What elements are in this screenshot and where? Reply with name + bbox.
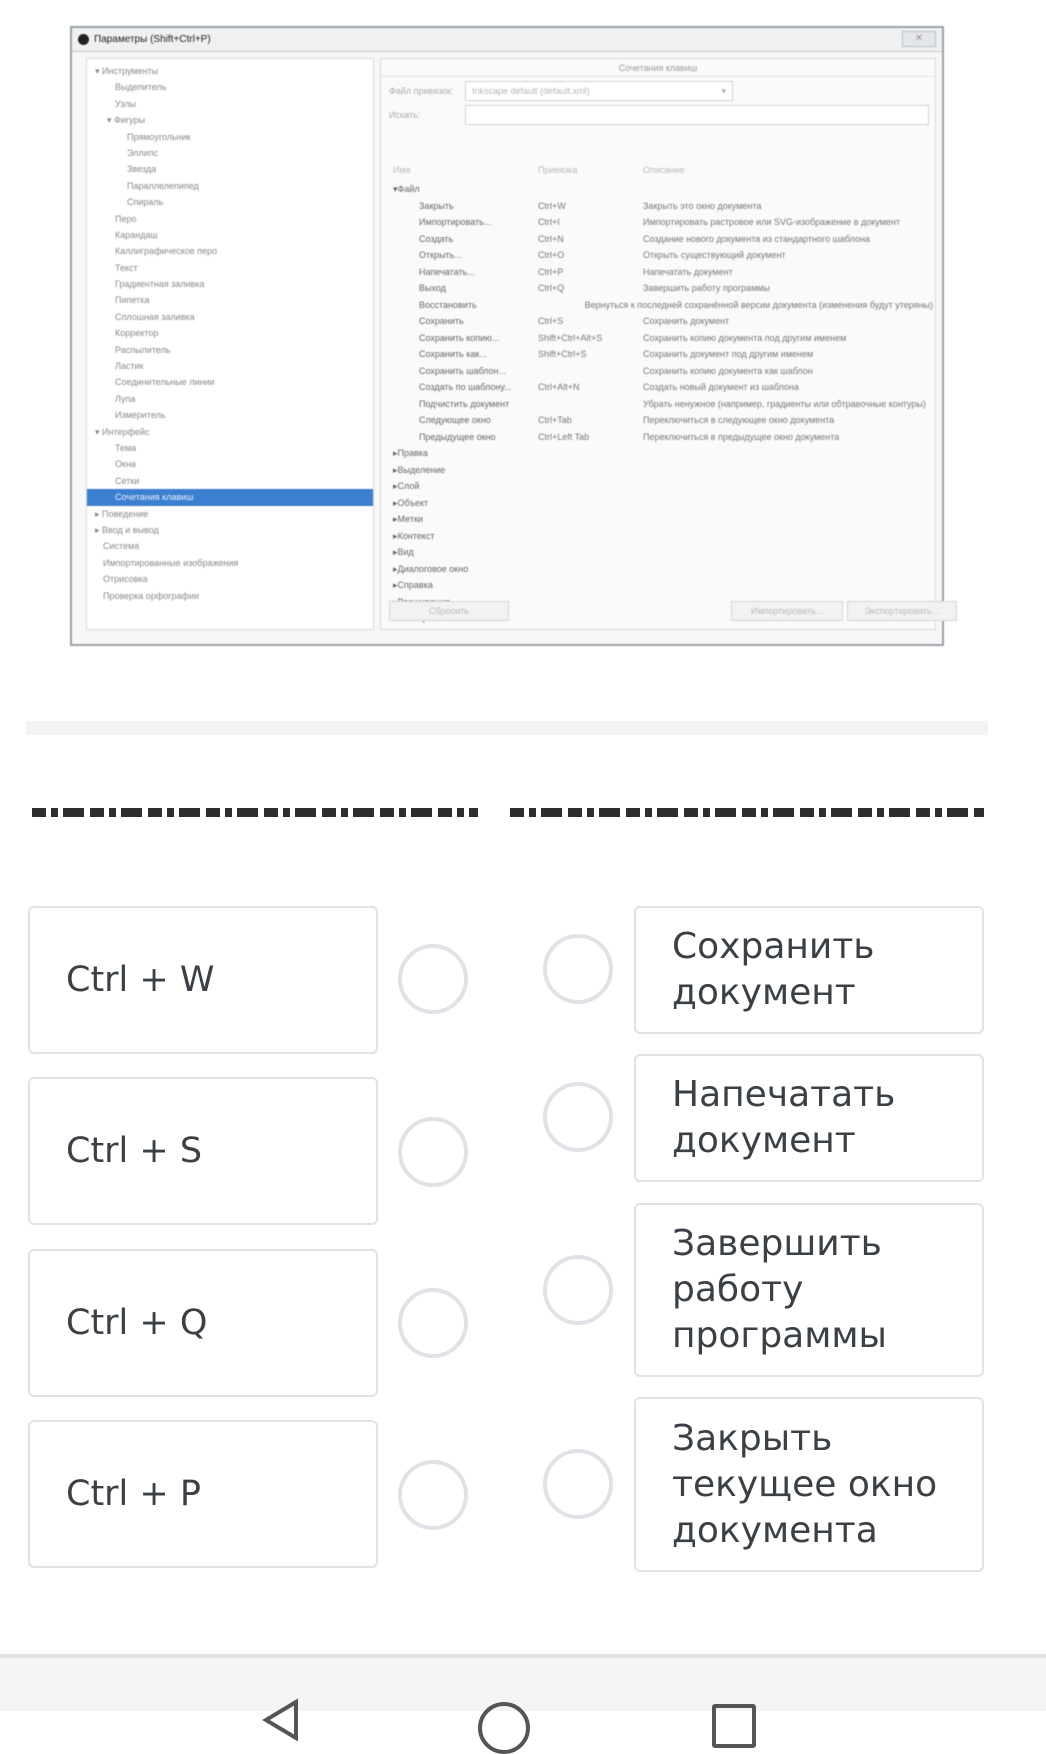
- shortcut-description: Создать новый документ из шаблона: [643, 382, 799, 392]
- group-row[interactable]: [393, 511, 933, 528]
- shortcut-key: Ctrl+I: [538, 217, 560, 227]
- tree-item-label: Текст: [115, 262, 138, 273]
- tree-item-label: Проверка орфографии: [103, 590, 199, 601]
- group-label: Вид: [397, 547, 414, 557]
- tree-item[interactable]: [87, 440, 373, 456]
- shortcut-key: Ctrl+S: [538, 316, 564, 326]
- shortcut-description: Сохранить документ под другим именем: [643, 349, 814, 359]
- tree-item-label: Эллипс: [127, 147, 159, 158]
- shortcut-name: Создать: [419, 233, 454, 244]
- tree-item-label: Распылитель: [115, 344, 171, 355]
- group-label: Выделение: [397, 464, 446, 475]
- shortcut-label: Ctrl + W: [66, 960, 215, 1000]
- table-row[interactable]: [393, 396, 933, 413]
- group-row[interactable]: [393, 478, 933, 495]
- chevron-right-icon[interactable]: ▸: [95, 524, 103, 535]
- shortcut-description: Сохранить документ: [643, 316, 730, 326]
- chevron-down-icon[interactable]: ▾: [107, 115, 115, 126]
- action-label: Завершить работу программы: [672, 1223, 887, 1356]
- table-row[interactable]: [393, 280, 933, 297]
- table-row[interactable]: [393, 363, 933, 380]
- tree-item-label: Ластик: [115, 361, 144, 372]
- shortcut-key: [538, 363, 643, 380]
- shortcut-description: Создание нового документа из стандартного шаблона: [643, 233, 870, 244]
- group-label: Диалоговое окно: [397, 563, 469, 574]
- right-match-radio[interactable]: [543, 1255, 613, 1325]
- action-card-close-window[interactable]: [634, 1397, 984, 1572]
- tree-item-label: Интерфейс: [102, 426, 150, 437]
- chevron-right-icon[interactable]: ▸: [393, 514, 398, 524]
- shortcut-file-select[interactable]: [465, 81, 733, 101]
- tree-item[interactable]: [87, 276, 373, 292]
- system-navigation-bar: [0, 1654, 1046, 1711]
- tree-item[interactable]: [87, 96, 373, 112]
- shortcut-label: Ctrl + P: [66, 1474, 201, 1514]
- shortcut-key: Ctrl+W: [538, 200, 566, 211]
- right-match-radio[interactable]: [543, 934, 613, 1004]
- recent-apps-icon[interactable]: [712, 1704, 756, 1748]
- shortcut-name: Восстановить: [419, 299, 477, 310]
- tree-item[interactable]: [87, 309, 373, 325]
- table-row[interactable]: [393, 247, 933, 264]
- chevron-right-icon[interactable]: ▸: [393, 464, 398, 475]
- tree-item[interactable]: [87, 325, 373, 341]
- shortcut-description: Переключиться в следующее окно документа: [643, 415, 835, 425]
- tree-item[interactable]: [87, 129, 373, 145]
- tree-item[interactable]: [87, 374, 373, 390]
- table-row[interactable]: [393, 297, 933, 314]
- shortcut-description: Сохранить копию документа как шаблон: [643, 365, 813, 376]
- shortcut-description: Напечатать документ: [643, 266, 733, 277]
- shortcut-card-ctrl-q[interactable]: [28, 1249, 378, 1397]
- chevron-right-icon[interactable]: ▸: [393, 580, 398, 590]
- tree-item-label: Карандаш: [115, 229, 158, 240]
- tree-item[interactable]: [87, 424, 373, 440]
- shortcut-key: [507, 297, 585, 314]
- table-row[interactable]: [393, 330, 933, 347]
- tree-item-label: Звезда: [127, 164, 157, 175]
- tree-item[interactable]: [87, 506, 373, 522]
- import-button[interactable]: Импортировать...: [731, 601, 843, 621]
- group-row[interactable]: [393, 528, 933, 545]
- tree-item[interactable]: [87, 473, 373, 489]
- shortcut-description: Закрыть это окно документа: [643, 200, 762, 211]
- group-label: Файл: [397, 184, 420, 194]
- tree-item-label: Узлы: [115, 98, 136, 109]
- shortcut-name: Сохранить как...: [419, 349, 487, 359]
- shortcut-name: Создать по шаблону...: [419, 382, 512, 392]
- table-row[interactable]: [393, 264, 933, 281]
- group-row[interactable]: [393, 495, 933, 512]
- shortcut-description: Переключиться в предыдущее окно документа: [643, 431, 840, 442]
- shortcut-name: Закрыть: [419, 200, 454, 211]
- tree-item[interactable]: [87, 489, 373, 505]
- column-header: Привязка: [538, 165, 578, 175]
- shortcut-name: Выход: [419, 283, 446, 293]
- tree-item[interactable]: [87, 243, 373, 259]
- tree-item-label: Сетки: [115, 475, 140, 486]
- shortcut-key: Ctrl+Alt+N: [538, 382, 580, 392]
- dialog-title: Параметры (Shift+Ctrl+P): [94, 34, 211, 45]
- tree-item-label: Фигуры: [114, 115, 146, 126]
- tree-item-label: Каллиграфическое перо: [115, 246, 218, 257]
- tree-item-label: Тема: [115, 442, 137, 453]
- tree-item[interactable]: [87, 538, 373, 554]
- group-row[interactable]: [393, 544, 933, 561]
- action-card-quit[interactable]: [634, 1203, 984, 1377]
- group-label: Метки: [397, 514, 423, 524]
- group-row[interactable]: [393, 462, 933, 479]
- close-icon[interactable]: ✕: [902, 31, 936, 47]
- divider: [26, 721, 988, 735]
- tree-item[interactable]: [87, 260, 373, 276]
- shortcut-name: Подчистить документ: [419, 398, 510, 409]
- shortcut-card-ctrl-p[interactable]: [28, 1420, 378, 1568]
- chevron-right-icon[interactable]: ▸: [95, 508, 103, 519]
- column-header: Описание: [643, 165, 685, 175]
- shortcut-key: Shift+Ctrl+Alt+S: [538, 332, 603, 343]
- tree-item-label: Пипетка: [115, 295, 150, 306]
- tree-item-label: Измеритель: [115, 410, 166, 421]
- table-row[interactable]: [393, 346, 933, 363]
- tree-item[interactable]: [87, 391, 373, 407]
- shortcut-card-ctrl-s[interactable]: [28, 1077, 378, 1225]
- left-match-radio[interactable]: [398, 1117, 468, 1187]
- tree-item[interactable]: [87, 194, 373, 210]
- shortcut-description: Убрать ненужное (например, градиенты или обтравочные контуры): [643, 398, 926, 409]
- group-row[interactable]: [393, 181, 933, 198]
- table-row[interactable]: [393, 231, 933, 248]
- tree-item[interactable]: [87, 292, 373, 308]
- chevron-right-icon[interactable]: ▸: [393, 448, 398, 458]
- tree-item-label: Выделитель: [115, 82, 167, 93]
- chevron-down-icon[interactable]: ▾: [95, 66, 103, 76]
- left-match-radio[interactable]: [398, 944, 468, 1014]
- action-label: Сохранить документ: [672, 926, 875, 1013]
- tree-item[interactable]: [87, 571, 373, 587]
- tree-item-label: Отрисовка: [103, 574, 148, 585]
- tree-item[interactable]: [87, 79, 373, 95]
- tree-item[interactable]: [87, 588, 373, 604]
- right-match-radio[interactable]: [543, 1449, 613, 1519]
- home-icon[interactable]: [478, 1702, 530, 1754]
- tree-item-label: Перо: [115, 213, 137, 224]
- tree-item[interactable]: [87, 522, 373, 538]
- tree-item-label: Спираль: [127, 197, 164, 208]
- chevron-down-icon[interactable]: ▾: [393, 184, 398, 194]
- tree-item-label: Инструменты: [102, 66, 159, 76]
- chevron-right-icon[interactable]: ▸: [393, 481, 398, 491]
- shortcut-description: Сохранить копию документа под другим именем: [643, 332, 847, 343]
- table-row[interactable]: [393, 313, 933, 330]
- shortcut-name: Следующее окно: [419, 415, 491, 425]
- tree-item[interactable]: [87, 555, 373, 571]
- search-label: Искать:: [389, 110, 421, 120]
- chevron-right-icon[interactable]: ▸: [393, 530, 398, 541]
- shortcut-key: Ctrl+P: [538, 266, 564, 277]
- shortcut-file-value: Inkscape default (default.xml): [472, 86, 590, 96]
- tree-item[interactable]: [87, 211, 373, 227]
- table-row[interactable]: [393, 198, 933, 215]
- tree-item[interactable]: [87, 178, 373, 194]
- tree-item[interactable]: [87, 456, 373, 472]
- shortcut-key: Ctrl+Q: [538, 283, 565, 293]
- shortcut-description: Импортировать растровое или SVG-изображение в документ: [643, 217, 900, 227]
- tree-item-label: Ввод и вывод: [102, 524, 159, 535]
- tree-item[interactable]: [87, 112, 373, 128]
- reset-button[interactable]: Сбросить: [389, 601, 509, 621]
- group-label: Правка: [397, 448, 428, 458]
- group-label: Слой: [397, 481, 420, 491]
- table-row[interactable]: [393, 379, 933, 396]
- tree-item-label: Прямоугольник: [127, 131, 191, 142]
- tree-item-label: Система: [103, 541, 140, 552]
- action-label: Напечатать документ: [672, 1074, 896, 1161]
- chevron-right-icon[interactable]: ▸: [393, 563, 398, 574]
- hidden-text-line: [510, 808, 984, 817]
- pane-title: Сочетания клавиш: [381, 59, 935, 77]
- left-match-radio[interactable]: [398, 1460, 468, 1530]
- tree-item[interactable]: [87, 161, 373, 177]
- group-label: Справка: [397, 580, 433, 590]
- shortcut-label: Ctrl + S: [66, 1131, 203, 1171]
- group-row[interactable]: [393, 577, 933, 594]
- table-row[interactable]: [393, 214, 933, 231]
- action-card-save[interactable]: [634, 906, 984, 1034]
- tree-item-label: Лупа: [115, 393, 136, 404]
- shortcut-key: Ctrl+Tab: [538, 415, 572, 425]
- shortcut-name: Предыдущее окно: [419, 431, 496, 442]
- action-label: Закрыть текущее окно документа: [672, 1417, 938, 1551]
- right-match-radio[interactable]: [543, 1082, 613, 1152]
- inkscape-app-icon: [78, 34, 89, 45]
- chevron-down-icon[interactable]: ▾: [95, 426, 103, 437]
- action-card-print[interactable]: [634, 1054, 984, 1182]
- shortcut-description: Открыть существующий документ: [643, 250, 786, 260]
- shortcuts-pane: [380, 58, 940, 630]
- shortcut-key: Shift+Ctrl+S: [538, 349, 587, 359]
- tree-item[interactable]: [87, 407, 373, 423]
- tree-item[interactable]: [87, 227, 373, 243]
- shortcut-name: Открыть...: [419, 250, 462, 260]
- hidden-text-line: [32, 808, 478, 817]
- chevron-right-icon[interactable]: ▸: [393, 547, 398, 557]
- shortcut-name: Импортировать...: [419, 217, 492, 227]
- shortcut-card-ctrl-w[interactable]: [28, 906, 378, 1054]
- chevron-down-icon: ▾: [721, 86, 726, 96]
- preferences-tree: [86, 58, 374, 630]
- shortcut-description: Завершить работу программы: [643, 283, 770, 293]
- tree-item[interactable]: [87, 63, 373, 79]
- tree-item-label: Параллелепипед: [127, 180, 199, 191]
- tree-item-label: Корректор: [115, 328, 159, 339]
- shortcut-label: Ctrl + Q: [66, 1303, 208, 1343]
- tree-item[interactable]: [87, 358, 373, 374]
- tree-item[interactable]: [87, 342, 373, 358]
- search-input[interactable]: [465, 105, 929, 125]
- column-header: Имя: [393, 165, 411, 175]
- tree-item-label: Импортированные изображения: [103, 557, 239, 568]
- shortcut-name: Напечатать...: [419, 266, 475, 277]
- table-row[interactable]: [393, 429, 933, 446]
- shortcut-name: Сохранить: [419, 316, 464, 326]
- shortcut-key: Ctrl+N: [538, 233, 564, 244]
- tree-item-label: Сплошная заливка: [115, 311, 195, 322]
- shortcut-name: Сохранить шаблон...: [419, 365, 507, 376]
- tree-item-label: Соединительные линии: [115, 377, 215, 388]
- tree-item-label: Сочетания клавиш: [115, 492, 194, 503]
- group-label: Контекст: [397, 530, 435, 541]
- table-row[interactable]: [393, 412, 933, 429]
- shortcut-key: Ctrl+Left Tab: [538, 431, 590, 442]
- shortcut-key: [538, 396, 643, 413]
- shortcut-description: Вернуться к последней сохранённой версии документа (изменения будут утеряны): [584, 299, 933, 310]
- left-match-radio[interactable]: [398, 1288, 468, 1358]
- shortcut-name: Сохранить копию...: [419, 332, 500, 343]
- tree-item-label: Окна: [115, 459, 136, 470]
- shortcut-table: [393, 181, 933, 627]
- group-row[interactable]: [393, 445, 933, 462]
- dialog-titlebar: [72, 28, 942, 52]
- file-label: Файл привязок:: [389, 86, 454, 96]
- preferences-dialog-screenshot: [70, 26, 944, 646]
- shortcut-key: Ctrl+O: [538, 250, 565, 260]
- tree-item[interactable]: [87, 145, 373, 161]
- group-row[interactable]: [393, 561, 933, 578]
- export-button[interactable]: Экспортировать...: [847, 601, 957, 621]
- back-icon[interactable]: [262, 1700, 302, 1740]
- tree-item-label: Поведение: [102, 508, 149, 519]
- tree-item-label: Градиентная заливка: [115, 279, 205, 290]
- chevron-right-icon[interactable]: ▸: [393, 497, 398, 508]
- group-label: Объект: [397, 497, 429, 508]
